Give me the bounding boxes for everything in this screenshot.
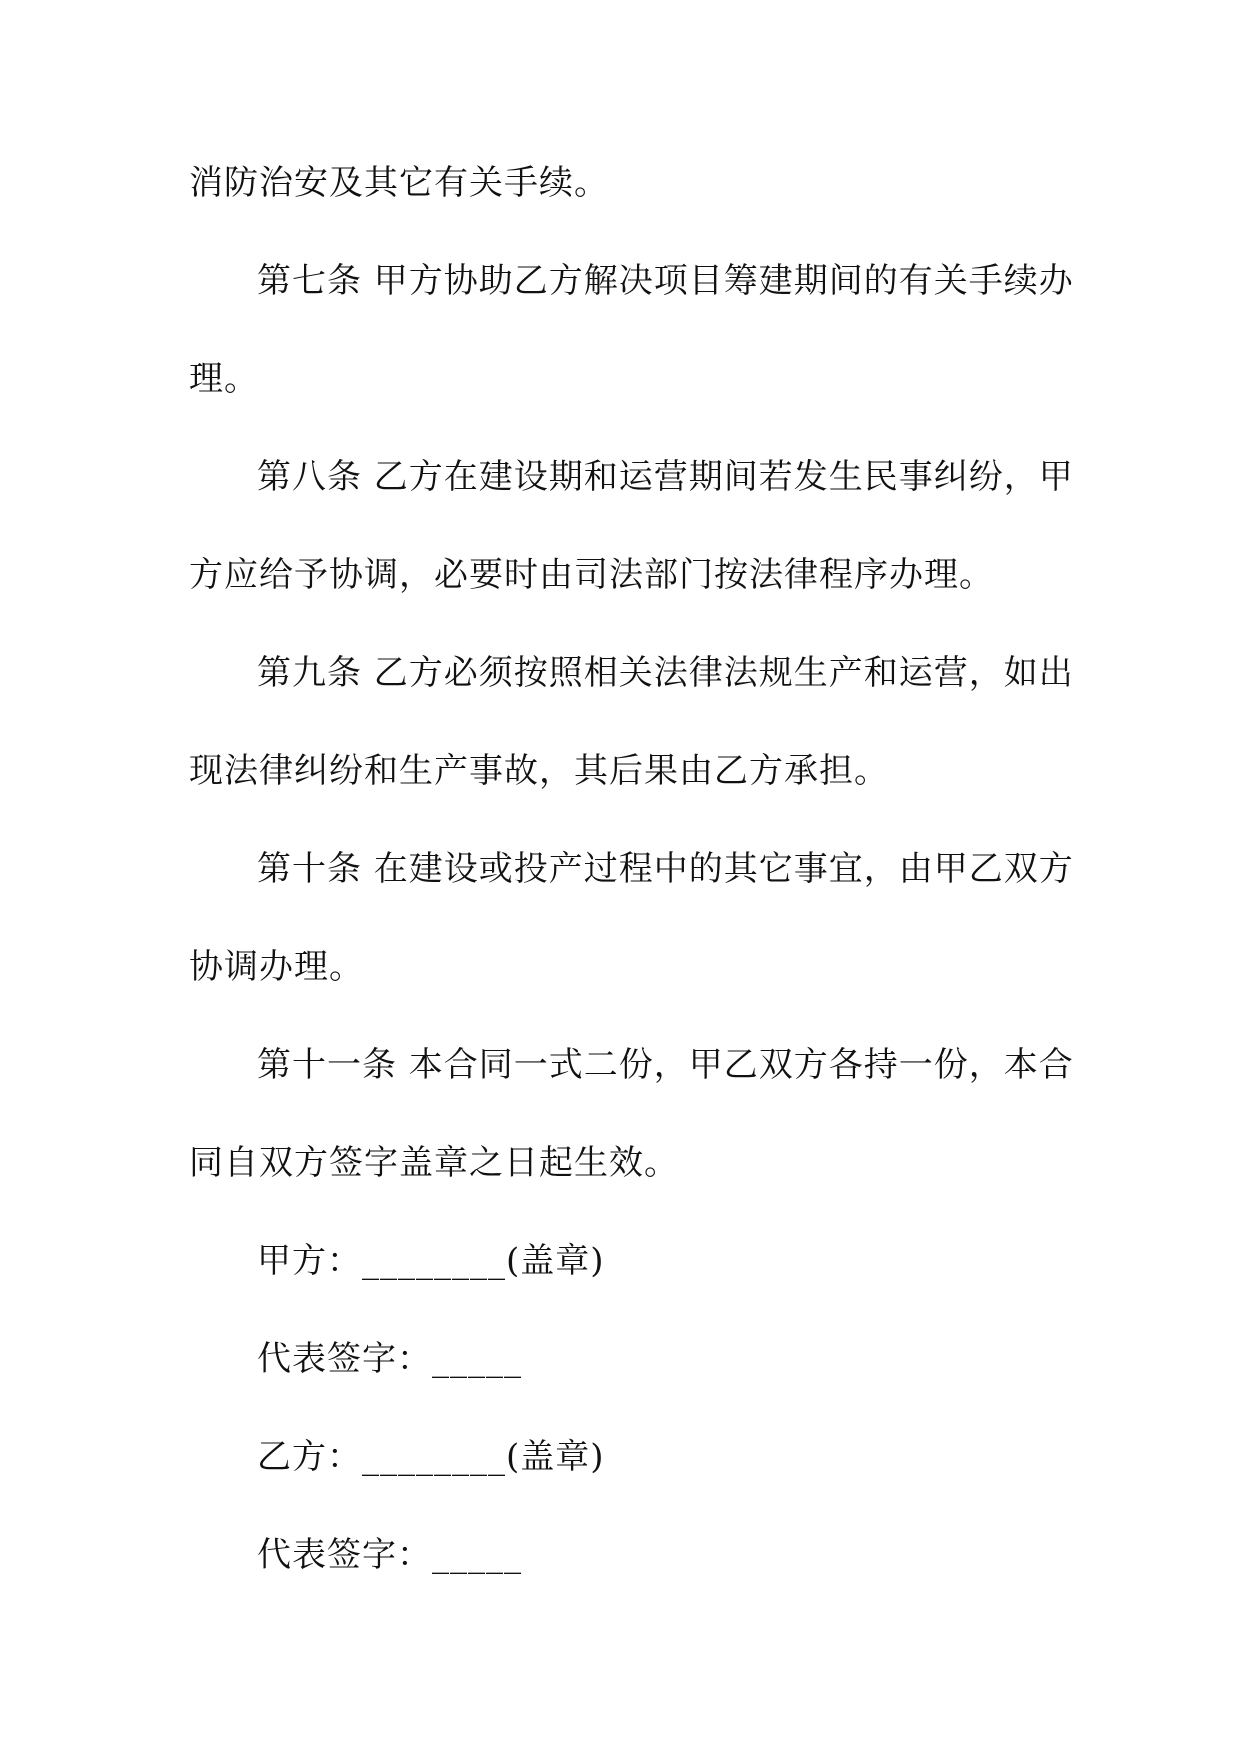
- article-6-continuation: 消防治安及其它有关手续。: [189, 163, 609, 203]
- article-10-line-2: 协调办理。: [189, 947, 364, 987]
- article-7-line-2: 理。: [189, 359, 259, 399]
- party-b-seal-field: 乙方：________(盖章): [257, 1437, 605, 1477]
- article-8-line-1: 第八条 乙方在建设期和运营期间若发生民事纠纷，甲: [257, 457, 1074, 497]
- article-10-line-1: 第十条 在建设或投产过程中的其它事宜，由甲乙双方: [257, 849, 1074, 889]
- article-9-line-1: 第九条 乙方必须按照相关法律法规生产和运营，如出: [257, 653, 1074, 693]
- article-7-line-1: 第七条 甲方协助乙方解决项目筹建期间的有关手续办: [257, 261, 1074, 301]
- party-a-seal-field: 甲方：________(盖章): [257, 1241, 605, 1281]
- article-8-line-2: 方应给予协调，必要时由司法部门按法律程序办理。: [189, 555, 994, 595]
- party-a-representative-signature: 代表签字：_____: [257, 1339, 522, 1379]
- article-11-line-2: 同自双方签字盖章之日起生效。: [189, 1143, 679, 1183]
- article-9-line-2: 现法律纠纷和生产事故，其后果由乙方承担。: [189, 751, 889, 791]
- party-b-representative-signature: 代表签字：_____: [257, 1535, 522, 1575]
- article-11-line-1: 第十一条 本合同一式二份，甲乙双方各持一份，本合: [257, 1045, 1074, 1085]
